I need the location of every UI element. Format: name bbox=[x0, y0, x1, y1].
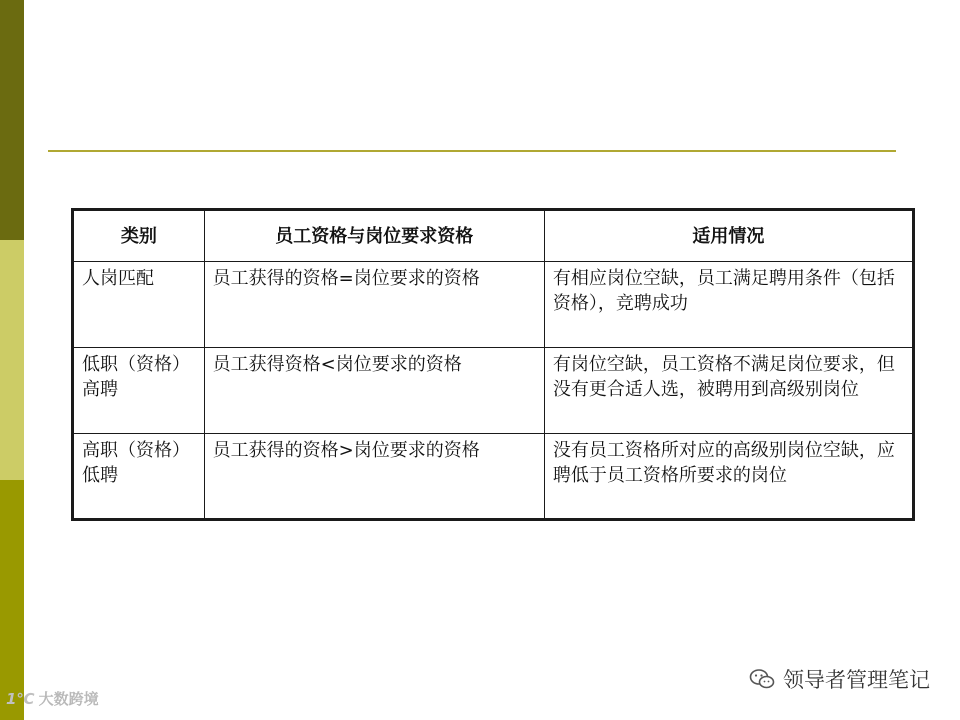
table-row bbox=[73, 262, 914, 348]
watermark-right bbox=[749, 664, 930, 694]
comparison-table bbox=[71, 208, 915, 521]
cell-category: 高职（资格）低聘 bbox=[73, 434, 205, 520]
wechat-icon bbox=[749, 668, 775, 690]
header-category: 类别 bbox=[73, 210, 205, 262]
sidebar-band-top bbox=[0, 0, 24, 240]
cell-comparison: 员工获得资格<岗位要求的资格 bbox=[204, 348, 544, 434]
table-row bbox=[73, 348, 914, 434]
watermark-left bbox=[6, 688, 99, 709]
sidebar-decoration bbox=[0, 0, 24, 720]
cell-category: 低职（资格）高聘 bbox=[73, 348, 205, 434]
watermark-right-text: 领导者管理笔记 bbox=[783, 668, 930, 692]
sidebar-band-bottom bbox=[0, 480, 24, 720]
table-row bbox=[73, 434, 914, 520]
cell-situation: 有岗位空缺，员工资格不满足岗位要求，但没有更合适人选，被聘用到高级别岗位 bbox=[544, 348, 913, 434]
watermark-left-text: 大数跨境 bbox=[38, 690, 99, 708]
cell-category: 人岗匹配 bbox=[73, 262, 205, 348]
title-divider bbox=[48, 150, 896, 152]
header-situation: 适用情况 bbox=[544, 210, 913, 262]
cell-situation: 有相应岗位空缺，员工满足聘用条件（包括资格），竞聘成功 bbox=[544, 262, 913, 348]
sidebar-band-middle bbox=[0, 240, 24, 480]
cell-situation: 没有员工资格所对应的高级别岗位空缺，应聘低于员工资格所要求的岗位 bbox=[544, 434, 913, 520]
cell-comparison: 员工获得的资格>岗位要求的资格 bbox=[204, 434, 544, 520]
cell-comparison: 员工获得的资格=岗位要求的资格 bbox=[204, 262, 544, 348]
header-comparison: 员工资格与岗位要求资格 bbox=[204, 210, 544, 262]
table-header-row bbox=[73, 210, 914, 262]
watermark-logo: 1℃ bbox=[6, 689, 35, 708]
